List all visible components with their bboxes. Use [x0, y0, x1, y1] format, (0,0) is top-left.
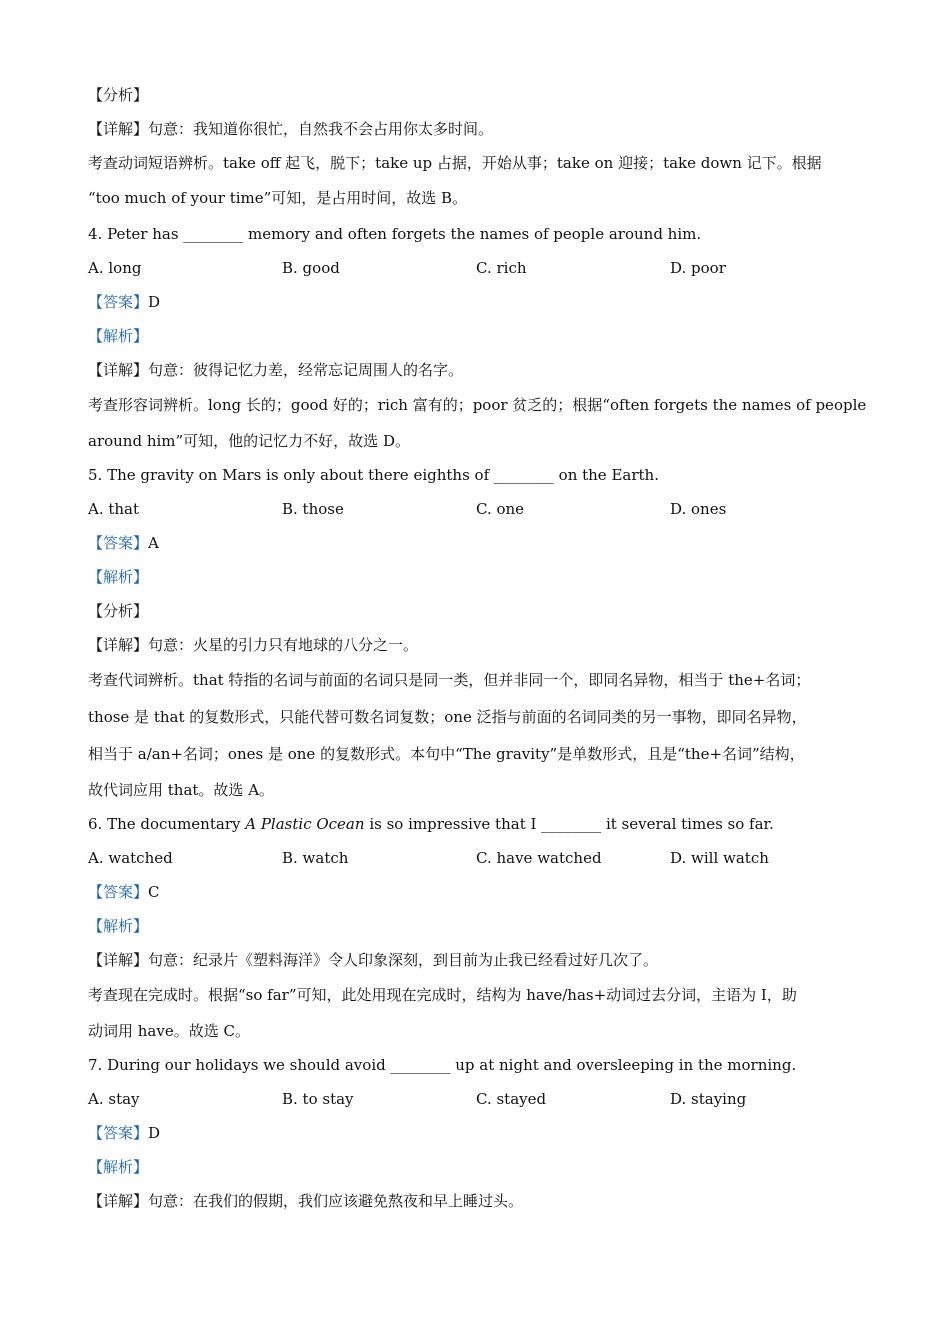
option-a: A. long: [88, 259, 142, 277]
explanation-line: those 是 that 的复数形式，只能代替可数名词复数；one 泛指与前面的名词同类的另一事物，即同名异物，: [88, 708, 807, 726]
option-b: B. good: [282, 259, 340, 277]
answer-tag: 【答案】: [88, 293, 149, 311]
explanation-line: 故代词应用 that。故选 A。: [88, 781, 275, 799]
answer-line: [88, 285, 878, 319]
option-a: A. stay: [88, 1090, 140, 1108]
documentary-title: A Plastic Ocean: [245, 815, 365, 833]
options-row: [88, 1082, 878, 1116]
answer-value: D: [148, 1124, 161, 1142]
option-c: C. rich: [476, 259, 527, 277]
answer-line: [88, 1116, 878, 1150]
document-page: [88, 78, 878, 1218]
explanation-line: around him”可知，他的记忆力不好，故选 D。: [88, 432, 410, 450]
explanation-line: 动词用 have。故选 C。: [88, 1022, 250, 1040]
explanation-line: 考查现在完成时。根据“so far”可知，此处用现在完成时，结构为 have/has+动词过去分词，主语为 I，助: [88, 986, 797, 1004]
explanation-line: 考查动词短语辨析。take off 起飞，脱下；take up 占据，开始从事；take on 迎接；take down 记下。根据: [88, 154, 822, 172]
detail-line: 【详解】句意：火星的引力只有地球的八分之一。: [88, 636, 419, 654]
option-a: A. that: [88, 500, 140, 518]
option-d: D. staying: [670, 1090, 747, 1108]
options-row: [88, 841, 878, 875]
explanation-line: 相当于 a/an+名词；ones 是 one 的复数形式。本句中“The gravity”是单数形式，且是“the+名词”结构，: [88, 745, 805, 763]
answer-tag: 【答案】: [88, 534, 149, 552]
question-stem: 7. During our holidays we should avoid ________ up at night and oversleeping in the morning.: [88, 1056, 797, 1074]
parse-heading: 【解析】: [88, 1158, 149, 1176]
question-stem: 6. The documentary A Plastic Ocean is so impressive that I ________ it several times so far.: [88, 815, 774, 833]
explanation-line: 考查形容词辨析。long 长的；good 好的；rich 富有的；poor 贫乏的；根据“often forgets the names of people: [88, 396, 867, 414]
option-c: C. one: [476, 500, 525, 518]
detail-line: 【详解】句意：我知道你很忙，自然我不会占用你太多时间。: [88, 120, 494, 138]
answer-value: D: [148, 293, 161, 311]
parse-heading: 【解析】: [88, 917, 149, 935]
detail-line: 【详解】句意：彼得记忆力差，经常忘记周围人的名字。: [88, 361, 464, 379]
answer-value: A: [148, 534, 159, 552]
analysis-heading: 【分析】: [88, 86, 149, 104]
answer-line: [88, 526, 878, 560]
option-c: C. stayed: [476, 1090, 547, 1108]
options-row: [88, 492, 878, 526]
detail-line: 【详解】句意：纪录片《塑料海洋》令人印象深刻，到目前为止我已经看过好几次了。: [88, 951, 659, 969]
option-b: B. to stay: [282, 1090, 354, 1108]
option-b: B. watch: [282, 849, 349, 867]
analysis-heading: 【分析】: [88, 602, 149, 620]
answer-value: C: [148, 883, 160, 901]
explanation-line: 考查代词辨析。that 特指的名词与前面的名词只是同一类，但并非同一个，即同名异物，相当于 the+名词；: [88, 671, 811, 689]
answer-tag: 【答案】: [88, 883, 149, 901]
parse-heading: 【解析】: [88, 327, 149, 345]
detail-line: 【详解】句意：在我们的假期，我们应该避免熬夜和早上睡过头。: [88, 1192, 524, 1210]
parse-heading: 【解析】: [88, 568, 149, 586]
question-stem: 4. Peter has ________ memory and often forgets the names of people around him.: [88, 225, 702, 243]
option-a: A. watched: [88, 849, 173, 867]
option-d: D. ones: [670, 500, 727, 518]
options-row: [88, 251, 878, 285]
option-c: C. have watched: [476, 849, 602, 867]
explanation-line: “too much of your time”可知，是占用时间，故选 B。: [88, 189, 468, 207]
option-b: B. those: [282, 500, 344, 518]
option-d: D. poor: [670, 259, 726, 277]
answer-line: [88, 875, 878, 909]
option-d: D. will watch: [670, 849, 769, 867]
question-stem: 5. The gravity on Mars is only about there eighths of ________ on the Earth.: [88, 466, 659, 484]
answer-tag: 【答案】: [88, 1124, 149, 1142]
